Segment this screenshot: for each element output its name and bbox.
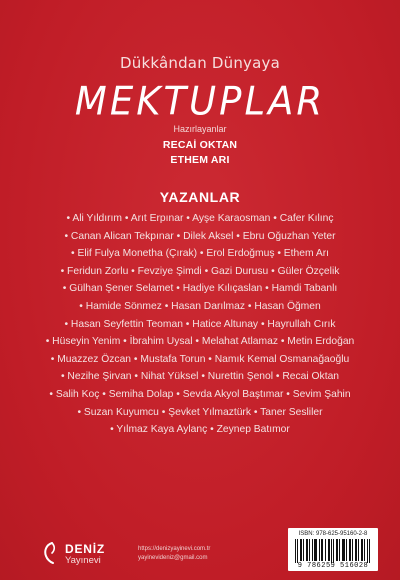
writers-line: • Canan Alican Tekpınar • Dilek Aksel • Ebru Oğuzhan Yeter (64, 230, 336, 242)
writers-list (44, 210, 356, 439)
barcode-icon (294, 539, 372, 563)
publisher-sub: Yayınevi (65, 555, 101, 566)
writers-line: • Ali Yıldırım • Arıt Erpınar • Ayşe Karaosman • Cafer Kılınç (66, 213, 334, 224)
writers-line: • Elif Fulya Monetha (Çırak) • Erol Erdoğmuş • Ethem Arı (70, 248, 330, 260)
publisher-name: DENİZ (65, 542, 105, 556)
writers-line: • Salih Koç • Semiha Dolap • Sevda Akyol Baştımar • Sevim Şahin (49, 388, 351, 400)
editor-name: ETHEM ARI (170, 154, 230, 166)
writers-line: • Hamide Sönmez • Hasan Darılmaz • Hasan Öğmen (79, 300, 321, 312)
barcode-number: 9 786259 516028 (297, 562, 369, 570)
book-title: MEKTUPLAR (74, 78, 326, 125)
editor-name: RECAİ OKTAN (162, 139, 238, 151)
writers-line: • Nezihe Şirvan • Nihat Yüksel • Nurettin Şenol • Recai Oktan (60, 371, 340, 383)
writers-line: • Hüseyin Yenim • İbrahim Uysal • Melahat Atlamaz • Metin Erdoğan (45, 336, 355, 348)
publisher-email: yayinevideniz@gmail.com (138, 555, 208, 561)
editors-label: Hazırlayanlar (173, 124, 227, 134)
writers-line: • Muazzez Özcan • Mustafa Torun • Namık Kemal Osmanağaoğlu (50, 353, 350, 365)
writers-heading: YAZANLAR (159, 189, 241, 205)
isbn-barcode-box (288, 528, 378, 571)
writers-line: • Gülhan Şener Selamet • Hadiye Kılıçaslan • Hamdi Tabanlı (62, 283, 338, 295)
writers-line: • Suzan Kuyumcu • Şevket Yılmaztürk • Taner Sesliler (77, 406, 323, 418)
publisher-website: https://denizyayinevi.com.tr (138, 546, 211, 552)
writers-line: • Hasan Seyfettin Teoman • Hatice Altunay • Hayrullah Cırık (64, 318, 336, 330)
isbn-label: ISBN: 978-625-95160-2-8 (298, 531, 368, 537)
writers-line: • Feridun Zorlu • Fevziye Şimdi • Gazi Durusu • Güler Özçelik (60, 265, 340, 277)
publisher-contact (138, 545, 210, 563)
writers-line: • Yılmaz Kaya Aylanç • Zeynep Batımor (110, 424, 290, 436)
book-subtitle: Dükkândan Dünyaya (120, 54, 280, 72)
publisher-logo-icon (40, 541, 60, 565)
